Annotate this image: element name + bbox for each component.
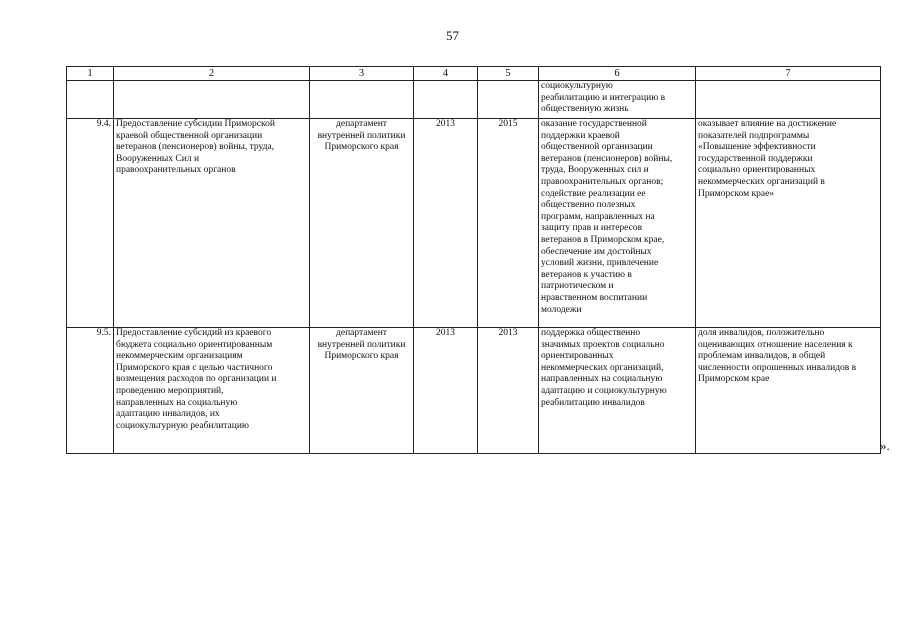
indicator-cell: доля инвалидов, положительно оценивающих отношение населения к проблемам инвалидов, в общей численности опрошенных инвалидов в Приморском крае — [696, 328, 881, 454]
measure-description: Предоставление субсидии Приморской краевой общественной организации ветеранов (пенсионеров) войны, труда, Вооруженных Сил и правоохранительных органов — [114, 119, 310, 328]
header-cell: 2 — [114, 67, 310, 81]
header-cell: 7 — [696, 67, 881, 81]
header-cell: 1 — [67, 67, 114, 81]
year-end: 2013 — [478, 328, 539, 454]
goal-cell: социокультурную реабилитацию и интеграцию в общественную жизнь — [539, 81, 696, 119]
year-start: 2013 — [414, 119, 478, 328]
header-cell: 6 — [539, 67, 696, 81]
closing-quote: ». — [880, 438, 890, 453]
executor-cell: департамент внутренней политики Приморского края — [310, 119, 414, 328]
header-cell: 3 — [310, 67, 414, 81]
item-number: 9.4. — [67, 119, 114, 328]
page-number: 57 — [446, 28, 459, 43]
year-start: 2013 — [414, 328, 478, 454]
measures-table — [66, 66, 881, 454]
table-row — [67, 119, 881, 328]
header-cell: 5 — [478, 67, 539, 81]
table-row — [67, 328, 881, 454]
continuation-row — [67, 81, 881, 119]
indicator-cell: оказывает влияние на достижение показателей подпрограммы «Повышение эффективности государственной поддержки социально ориентированных некоммерческих организаций в Приморском крае» — [696, 119, 881, 328]
year-end: 2015 — [478, 119, 539, 328]
goal-cell: оказание государственной поддержки краевой общественной организации ветеранов (пенсионеров) войны, труда, Вооруженных сил и правоохранительных органов; содействие реализации ее общественно полезных программ, направленных на защиту прав и интересов ветеранов в Приморском крае, обеспечение им достойных условий жизни, привлечение ветеранов к участию в патриотическом и нравственном воспитании молодежи — [539, 119, 696, 328]
header-row — [67, 67, 881, 81]
goal-cell: поддержка общественно значимых проектов социально ориентированных некоммерческих организаций, направленных на социальную адаптацию и социокультурную реабилитацию инвалидов — [539, 328, 696, 454]
measure-description: Предоставление субсидий из краевого бюджета социально ориентированным некоммерческим организациям Приморского края с целью частичного возмещения расходов по организации и проведению мероприятий, направленных на социальную адаптацию инвалидов, их социокультурную реабилитацию — [114, 328, 310, 454]
executor-cell: департамент внутренней политики Приморского края — [310, 328, 414, 454]
header-cell: 4 — [414, 67, 478, 81]
item-number: 9.5. — [67, 328, 114, 454]
